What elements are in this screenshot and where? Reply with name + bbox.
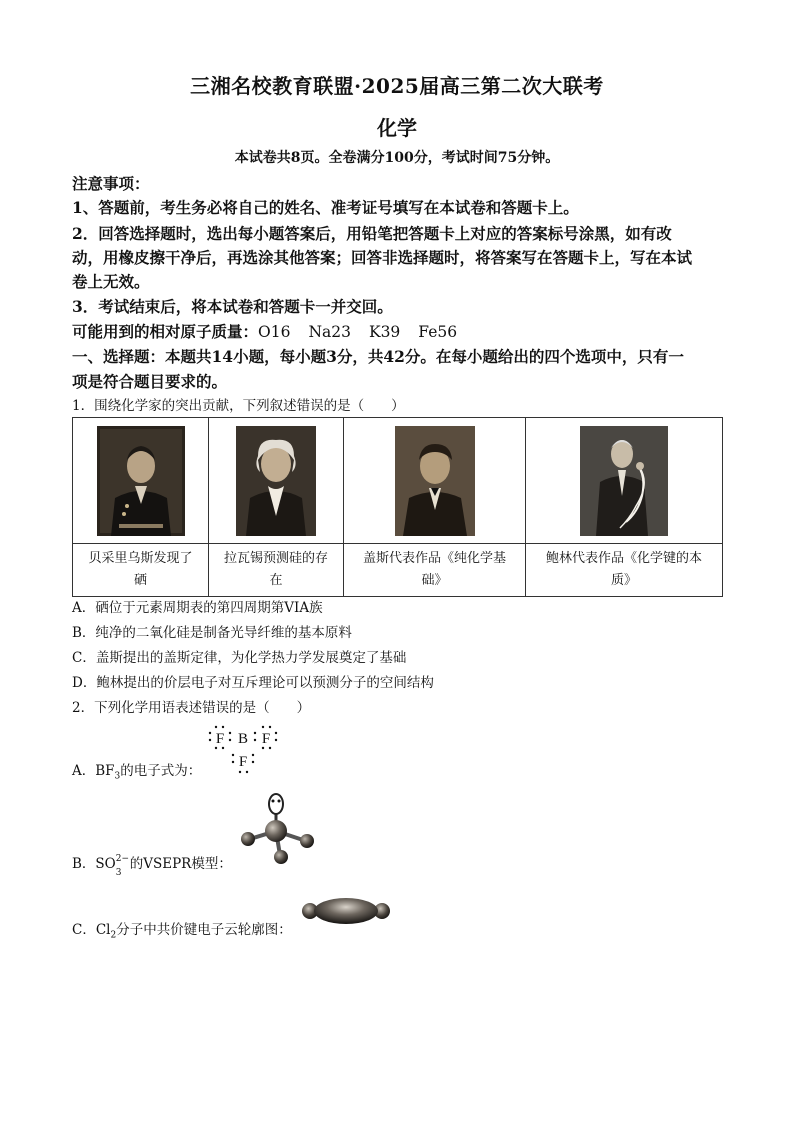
atomic-mass: Na23 (308, 323, 351, 341)
formula: SO (95, 856, 116, 872)
hess-portrait (395, 426, 475, 536)
caption-cell (209, 544, 344, 597)
section-heading-cont: 项是符合题目要求的。 (72, 372, 228, 391)
caption-line: 在 (269, 573, 283, 588)
portrait-cell (73, 418, 209, 544)
atomic-masses-label: 可能用到的相对原子质量： (72, 322, 259, 341)
option-letter: A． (72, 763, 96, 779)
bf3-lewis-structure (206, 724, 280, 776)
formula: Cl (95, 922, 111, 938)
exam-info: 本试卷共8页。全卷满分100分，考试时间75分钟。 (234, 150, 560, 166)
caption-line: 鲍林代表作品《化学键的本 (545, 551, 702, 566)
note-item: 卷上无效。 (72, 272, 150, 291)
question-1-stem: 1．围绕化学家的突出贡献，下列叙述错误的是（ ） (72, 398, 405, 414)
cl2-electron-cloud (300, 896, 392, 926)
pauling-portrait (580, 426, 668, 536)
q2-option-a (72, 760, 212, 788)
lavoisier-portrait (236, 426, 316, 536)
caption-line: 础》 (421, 573, 448, 588)
lewis-atom-f: F (215, 731, 225, 747)
option-letter: B． (72, 856, 96, 872)
q2-option-c (72, 919, 312, 947)
caption-cell (344, 544, 526, 597)
so3-vsepr-model (236, 793, 320, 867)
portrait-cell (344, 418, 526, 544)
option-b: B．纯净的二氧化硅是制备光导纤维的基本原料 (72, 625, 352, 641)
option-letter: C． (72, 922, 96, 938)
formula-charge: 2− (115, 854, 130, 864)
q2-option-b (72, 853, 252, 878)
formula-subscript: 3 (114, 771, 121, 782)
option-d: D．鲍林提出的价层电子对互斥理论可以预测分子的空间结构 (72, 675, 434, 691)
notes-heading: 注意事项： (72, 174, 150, 193)
exam-title: 三湘名校教育联盟·2025届高三第二次大联考 (190, 74, 604, 98)
section-heading: 一、选择题：本题共14小题，每小题3分，共42分。在每小题给出的四个选项中，只有一 (72, 347, 684, 366)
note-item: 动，用橡皮擦干净后，再选涂其他答案；回答非选择题时，将答案写在答题卡上，写在本试 (72, 248, 693, 267)
caption-line: 拉瓦锡预测硅的存 (223, 551, 328, 566)
note-item: 2．回答选择题时，选出每小题答案后，用铅笔把答题卡上对应的答案标号涂黑，如有改 (72, 224, 672, 243)
formula-subscript: 3 (115, 868, 122, 878)
subject-title: 化学 (377, 116, 417, 140)
lewis-atom-b: B (237, 731, 249, 747)
note-item: 3．考试结束后，将本试卷和答题卡一并交回。 (72, 297, 393, 316)
atomic-mass: K39 (368, 323, 401, 341)
note-item: 1、答题前，考生务必将自己的姓名、准考证号填写在本试卷和答题卡上。 (72, 198, 579, 217)
atomic-mass: Fe56 (418, 323, 458, 341)
option-a: A．硒位于元素周期表的第四周期第VIA族 (72, 600, 323, 616)
question-2-stem: 2．下列化学用语表述错误的是（ ） (72, 700, 311, 716)
caption-line: 盖斯代表作品《纯化学基 (362, 551, 506, 566)
portrait-cell (526, 418, 723, 544)
option-text: 的电子式为： (120, 763, 202, 779)
caption-cell (526, 544, 723, 597)
option-text: 分子中共价键电子云轮廓图： (116, 922, 292, 938)
caption-line: 贝采里乌斯发现了 (88, 551, 193, 566)
formula-subscript: 2 (110, 930, 117, 941)
atomic-mass: O16 (258, 323, 291, 341)
portrait-cell (209, 418, 344, 544)
option-text: 的VSEPR模型： (129, 856, 232, 872)
lewis-atom-f: F (261, 731, 271, 747)
caption-line: 硒 (133, 573, 147, 588)
chemists-table (72, 417, 723, 597)
berzelius-portrait (97, 426, 185, 536)
option-c: C．盖斯提出的盖斯定律，为化学热力学发展奠定了基础 (72, 650, 407, 666)
lewis-atom-f: F (238, 754, 248, 770)
caption-line: 质》 (610, 573, 637, 588)
formula: BF (95, 763, 115, 779)
caption-cell (73, 544, 209, 597)
atomic-masses-line (72, 320, 727, 344)
